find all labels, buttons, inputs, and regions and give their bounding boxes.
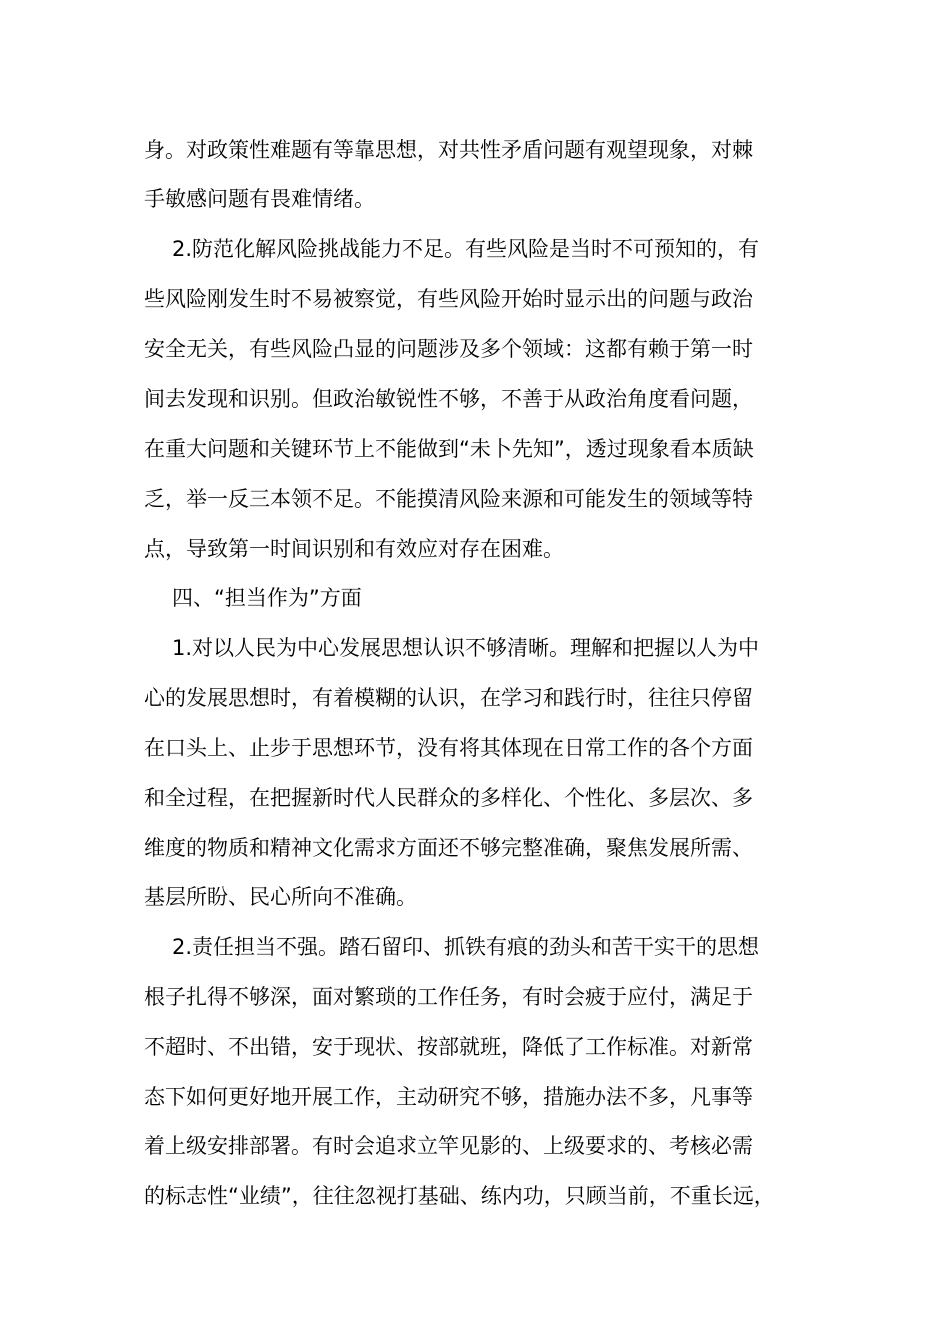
section-heading: 四、“担当作为”方面: [172, 586, 362, 610]
text-line: 基层所盼、民心所向不准确。: [144, 885, 417, 909]
text-line: 点，导致第一时间识别和有效应对存在困难。: [144, 537, 564, 561]
text-line: 1.对以人民为中心发展思想认识不够清晰。理解和把握以人为中: [172, 636, 760, 660]
text-line: 手敏感问题有畏难情绪。: [144, 187, 375, 211]
text-line: 的标志性“业绩”，往往忽视打基础、练内功，只顾当前，不重长远，: [144, 1184, 775, 1208]
text-line: 在口头上、止步于思想环节，没有将其体现在日常工作的各个方面: [144, 736, 753, 760]
text-line: 乏，举一反三本领不足。不能摸清风险来源和可能发生的领域等特: [144, 487, 753, 511]
text-line: 些风险刚发生时不易被察觉，有些风险开始时显示出的问题与政治: [144, 287, 753, 311]
text-line: 维度的物质和精神文化需求方面还不够完整准确，聚焦发展所需、: [144, 836, 753, 860]
text-line: 心的发展思想时，有着模糊的认识，在学习和践行时，往往只停留: [144, 686, 753, 710]
text-line: 态下如何更好地开展工作，主动研究不够，措施办法不多，凡事等: [144, 1085, 753, 1109]
text-line: 2.责任担当不强。踏石留印、抓铁有痕的劲头和苦干实干的思想: [172, 935, 760, 959]
text-line: 2.防范化解风险挑战能力不足。有些风险是当时不可预知的，有: [172, 237, 760, 261]
text-line: 根子扎得不够深，面对繁琐的工作任务，有时会疲于应付，满足于: [144, 985, 753, 1009]
text-line: 间去发现和识别。但政治敏锐性不够，不善于从政治角度看问题，: [144, 387, 753, 411]
text-line: 着上级安排部署。有时会追求立竿见影的、上级要求的、考核必需: [144, 1134, 753, 1158]
text-line: 不超时、不出错，安于现状、按部就班，降低了工作标准。对新常: [144, 1035, 753, 1059]
text-line: 在重大问题和关键环节上不能做到“未卜先知”，透过现象看本质缺: [144, 437, 754, 461]
text-line: 身。对政策性难题有等靠思想，对共性矛盾问题有观望现象，对棘: [144, 138, 753, 162]
text-line: 和全过程，在把握新时代人民群众的多样化、个性化、多层次、多: [144, 786, 753, 810]
text-line: 安全无关，有些风险凸显的问题涉及多个领域：这都有赖于第一时: [144, 337, 753, 361]
